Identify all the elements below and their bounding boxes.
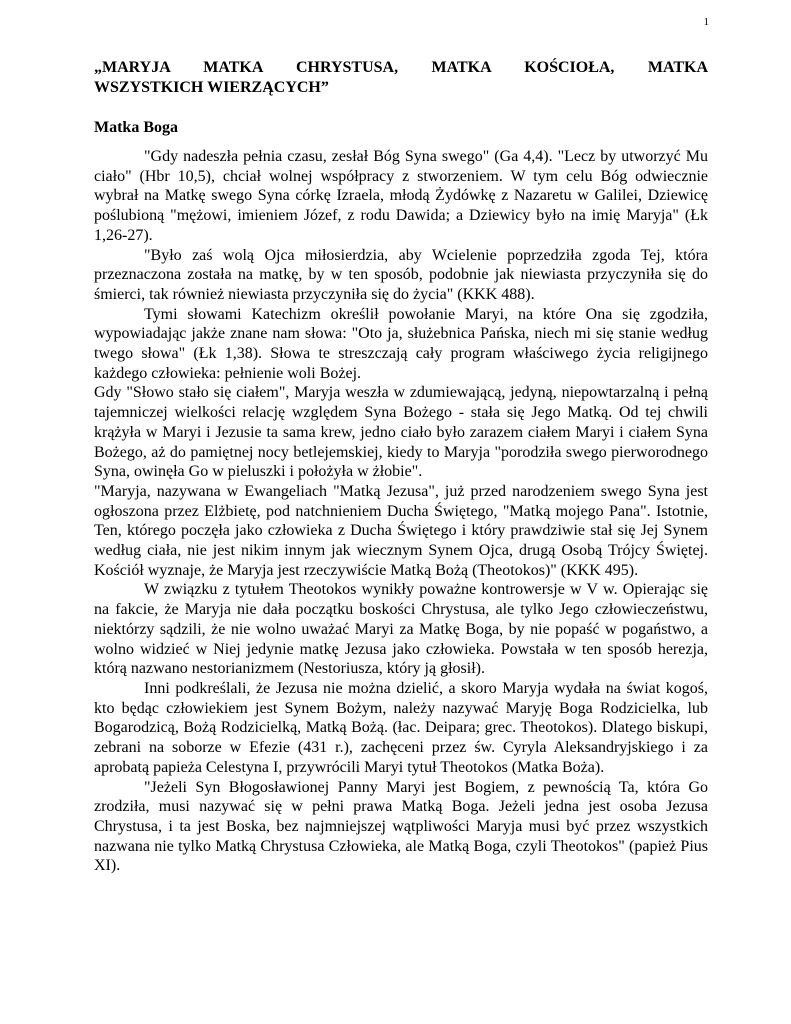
paragraph-3: Tymi słowami Katechizm określił powołanie Maryi, na które Ona się zgodziła, wypowiadając jakże znane nam słowa: "Oto ja, służebnica Pańska, niech mi się stanie według twego słowa" (Łk 1,38). Słowa te streszczają cały program właściwego życia religijnego każdego człowieka: pełnienie woli Bożej. bbox=[94, 305, 708, 382]
document-body bbox=[94, 58, 708, 876]
document-title bbox=[94, 58, 708, 98]
document-title-line-1: „MARYJA MATKA CHRYSTUSA, MATKA KOŚCIOŁA, MATKA bbox=[94, 59, 708, 76]
section-heading: Matka Boga bbox=[94, 119, 178, 136]
paragraph-6: W związku z tytułem Theotokos wynikły poważne kontrowersje w V w. Opierając się na fakcie, że Maryja nie dała początku boskości Chrystusa, ale tylko Jego człowieczeństwu, niektórzy sądzili, że nie wolno uważać Maryi za Matkę Boga, by nie popaść w pogaństwo, a wolno widzieć w Niej jedynie matkę Jezusa jako człowieka. Powstała w ten sposób herezja, którą nazwano nestorianizmem (Nestoriusza, który ją głosił). bbox=[94, 581, 708, 678]
paragraph-1: "Gdy nadeszła pełnia czasu, zesłał Bóg Syna swego" (Ga 4,4). "Lecz by utworzyć Mu ciało" (Hbr 10,5), chciał wolnej współpracy z stworzeniem. W tym celu Bóg odwiecznie wybrał na Matkę swego Syna córkę Izraela, młodą Żydówkę z Nazaretu w Galilei, Dziewicę poślubioną "mężowi, imieniem Józef, z rodu Dawida; a Dziewicy było na imię Maryja" (Łk 1,26-27). bbox=[94, 148, 708, 244]
paragraph-2: "Było zaś wolą Ojca miłosierdzia, aby Wcielenie poprzedziła zgoda Tej, która przeznaczona została na matkę, by w ten sposób, podobnie jak niewiasta przyczyniła się do śmierci, tak również niewiasta przyczyniła się do życia" (KKK 488). bbox=[94, 246, 708, 303]
paragraph-7: Inni podkreślali, że Jezusa nie można dzielić, a skoro Maryja wydała na świat kogoś, kto będąc człowiekiem jest Synem Bożym, należy nazywać Maryję Boga Rodzicielka, lub Bogarodzicą, Bożą Rodzicielką, Matką Bożą. (łac. Deipara; grec. Theotokos). Dlatego biskupi, zebrani na soborze w Efezie (431 r.), zachęceni przez św. Cyryla Aleksandryjskiego i za aprobatą papieża Celestyna I, przywrócili Maryi tytuł Theotokos (Matka Boża). bbox=[94, 679, 708, 776]
document-title-line-2: WSZYSTKICH WIERZĄCYCH” bbox=[94, 79, 329, 96]
paragraph-4: Gdy "Słowo stało się ciałem", Maryja weszła w zdumiewającą, jedyną, niepowtarzalną i pełną tajemniczej wielkości relację względem Syna Bożego - stała się Jego Matką. Od tej chwili krążyła w Maryi i Jezusie ta sama krew, jedno ciało było zarazem ciałem Maryi i ciałem Syna Bożego, aż do pamiętnej nocy betlejemskiej, kiedy to Maryja "porodziła swego pierworodnego Syna, owinęła Go w pieluszki i położyła w żłobie". bbox=[94, 384, 708, 481]
paragraph-8: "Jeżeli Syn Błogosławionej Panny Maryi jest Bogiem, z pewnością Ta, która Go zrodziła, musi nazywać się w pełni prawa Matką Boga. Jeżeli jedna jest osoba Jezusa Chrystusa, i ta jest Boska, bez najmniejszej wątpliwości Maryja musi być przez wszystkich nazwana nie tylko Matką Chrystusa Człowieka, ale Matką Boga, czyli Theotokos" (papież Pius XI). bbox=[94, 778, 708, 875]
paragraph-5: "Maryja, nazywana w Ewangeliach "Matką Jezusa", już przed narodzeniem swego Syna jest ogłoszona przez Elżbietę, pod natchnieniem Ducha Świętego, "Matką mojego Pana". Istotnie, Ten, którego poczęła jako człowieka z Ducha Świętego i który prawdziwie stał się Jej Synem według ciała, nie jest nikim innym jak wiecznym Synem Ojca, drugą Osobą Trójcy Świętej. Kościół wyznaje, że Maryja jest rzeczywiście Matką Bożą (Theotokos)" (KKK 495). bbox=[94, 482, 708, 579]
page-number: 1 bbox=[703, 16, 709, 28]
